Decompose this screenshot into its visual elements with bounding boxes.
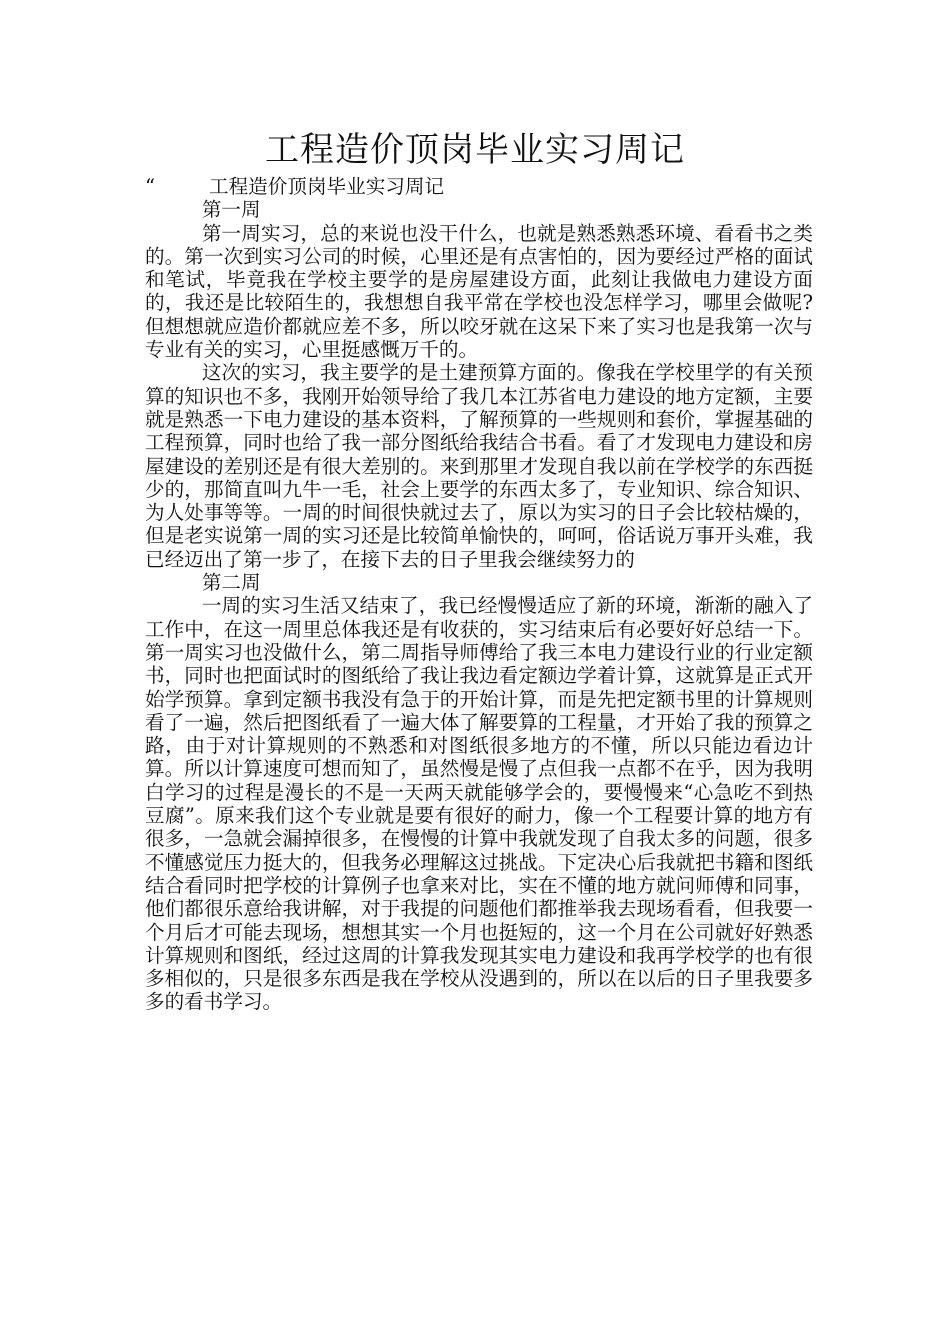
- document-body: [145, 175, 813, 1014]
- subtitle: 工程造价顶岗毕业实习周记: [209, 175, 445, 198]
- week-one-heading: 第一周: [201, 198, 261, 222]
- subtitle-line: [145, 175, 813, 198]
- week-one-paragraph-1: 第一周实习，总的来说也没干什么，也就是熟悉熟悉环境、看看书之类的。第一次到实习公司的时候，心里还是有点害怕的，因为要经过严格的面试和笔试，毕竟我在学校主要学的是房屋建设方面，此刻让我做电力建设方面的，我还是比较陌生的，我想想自我平常在学校也没怎样学习，哪里会做呢?但想想就应造价都就应差不多，所以咬牙就在这呆下来了实习也是我第一次与专业有关的实习，心里挺感慨万千的。: [145, 221, 813, 362]
- week-two-paragraph-1: 一周的实习生活又结束了，我已经慢慢适应了新的环境，渐渐的融入了工作中，在这一周里总体我还是有收获的，实习结束后有必要好好总结一下。第一周实习也没做什么，第二周指导师傅给了我三本电力建设行业的行业定额书，同时也把面试时的图纸给了我让我边看定额边学着计算，这就算是正式开始学预算。拿到定额书我没有急于的开始计算，而是先把定额书里的计算规则看了一遍，然后把图纸看了一遍大体了解要算的工程量，才开始了我的预算之路，由于对计算规则的不熟悉和对图纸很多地方的不懂，所以只能边看边计算。所以计算速度可想而知了，虽然慢是慢了点但我一点都不在乎，因为我明白学习的过程是漫长的不是一天两天就能够学会的，要慢慢来“心急吃不到热豆腐”。原来我们这个专业就是要有很好的耐力，像一个工程要计算的地方有很多，一急就会漏掉很多，在慢慢的计算中我就发现了自我太多的问题，很多不懂感觉压力挺大的，但我务必理解这过挑战。下定决心后我就把书籍和图纸结合看同时把学校的计算例子也拿来对比，实在不懂的地方就问师傅和同事，他们都很乐意给我讲解，对于我提的问题他们都推举我去现场看看，但我要一个月后才可能去现场，想想其实一个月也挺短的，这一个月在公司就好好熟悉计算规则和图纸，经过这周的计算我发现其实电力建设和我再学校学的也有很多相似的，只是很多东西是我在学校从没遇到的，所以在以后的日子里我要多多的看书学习。: [145, 594, 813, 1014]
- week-one-paragraph-2: 这次的实习，我主要学的是土建预算方面的。像我在学校里学的有关预算的知识也不多，我刚开始领导给了我几本江苏省电力建设的地方定额，主要就是熟悉一下电力建设的基本资料，了解预算的一些规则和套价，掌握基础的工程预算，同时也给了我一部分图纸给我结合书看。看了才发现电力建设和房屋建设的差别还是有很大差别的。来到那里才发现自我以前在学校学的东西挺少的，那简直叫九牛一毛，社会上要学的东西太多了，专业知识、综合知识、为人处事等等。一周的时间很快就过去了，原以为实习的日子会比较枯燥的，但是老实说第一周的实习还是比较简单愉快的，呵呵，俗话说万事开头难，我已经迈出了第一步了，在接下去的日子里我会继续努力的: [145, 361, 813, 571]
- page-title: 工程造价顶岗毕业实习周记: [265, 130, 685, 170]
- week-two-heading: 第二周: [201, 571, 261, 595]
- opening-quote-mark: “: [145, 175, 156, 198]
